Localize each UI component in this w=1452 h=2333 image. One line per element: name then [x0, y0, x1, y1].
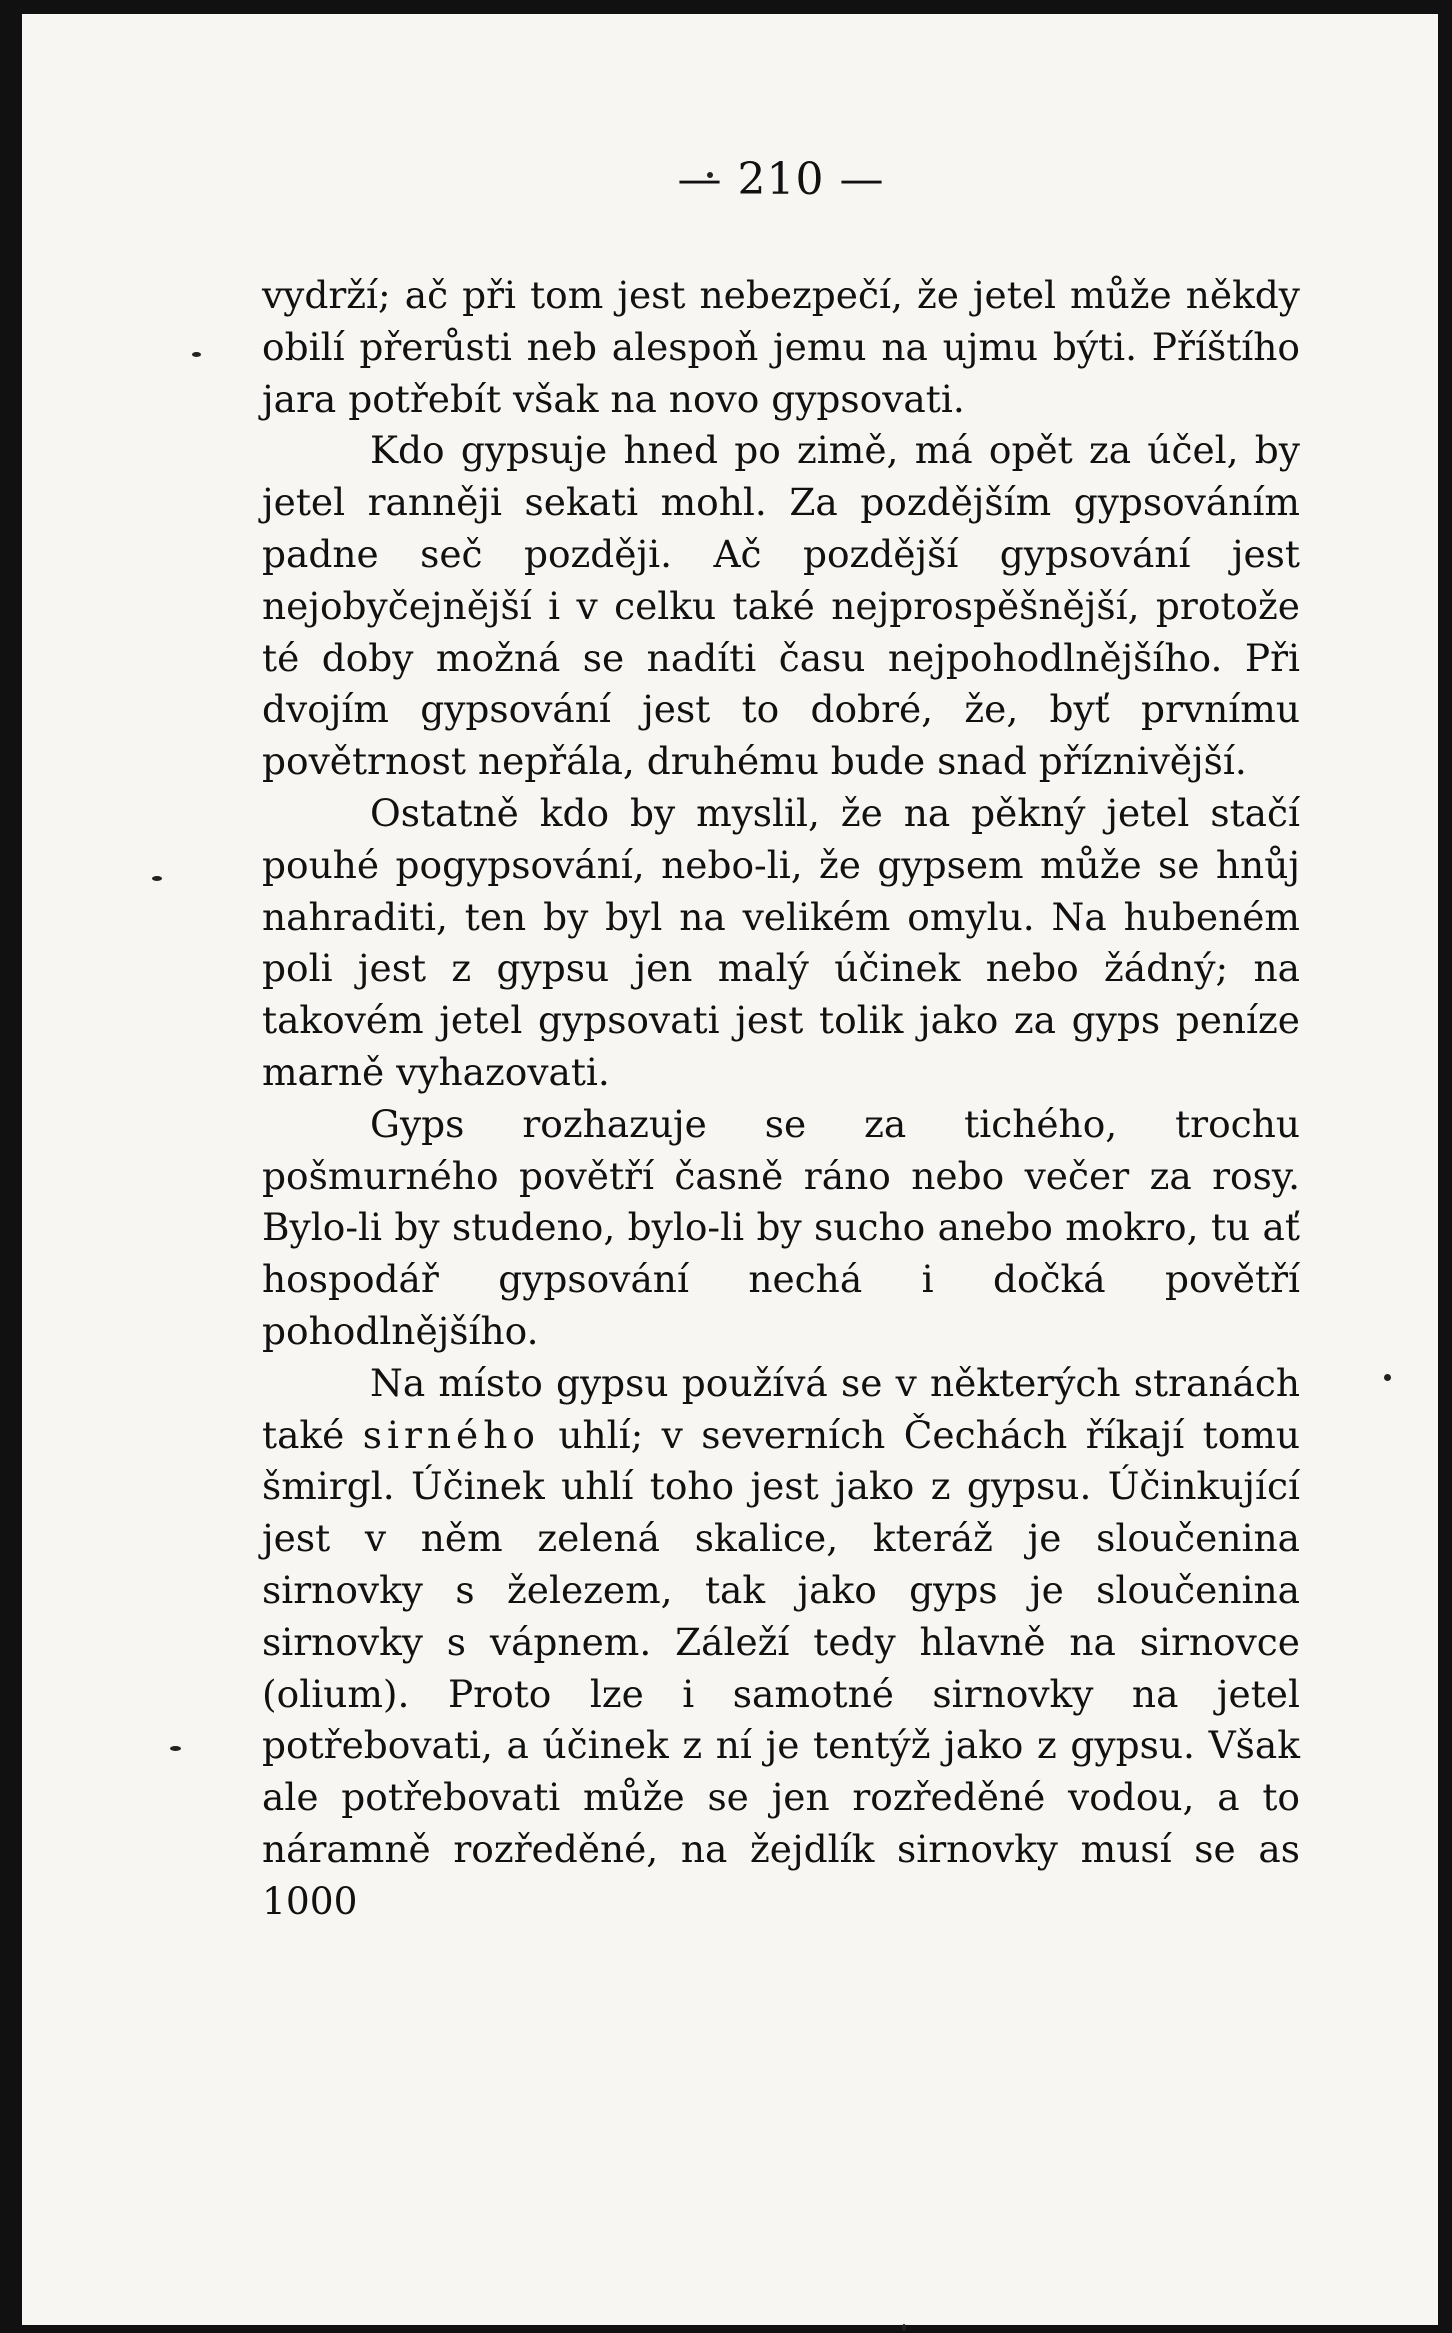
paragraph-3: Ostatně kdo by myslil, že na pěkný jetel stačí pouhé pogypsování, nebo-li, že gypsem může se hnůj nahraditi, ten by byl na velikém omylu. Na hubeném poli jest z gypsu jen malý účinek nebo žádný; na takovém jetel gypsovati jest tolik jako za gyps peníze marně vyhazovati.	[262, 790, 1300, 1094]
emphasized-term: sirného	[362, 1412, 540, 1457]
print-speck	[902, 2324, 906, 2331]
paragraph-2: Kdo gypsuje hned po zimě, má opět za účel, by jetel ranněji sekati mohl. Za pozdějším gypsováním padne seč později. Ač pozdější gypsování jest nejobyčejnější i v celku také nejprospěšnější, protože té doby možná se nadíti času nejpohodlnějšího. Při dvojím gypsování jest to dobré, že, byť prvnímu povětrnost nepřála, druhému bude snad příznivější.	[262, 428, 1300, 784]
book-page	[262, 150, 1300, 1928]
body-text	[262, 270, 1300, 1928]
paragraph-1: vydrží; ač při tom jest nebezpečí, že jetel může někdy obilí přerůsti neb alespoň jemu na ujmu býti. Příštího jara potřebít však na novo gypsovati.	[262, 273, 1300, 421]
paragraph-5-start: Na místo gypsu používá se v některých stranách také	[262, 1360, 1300, 1457]
print-speck	[1384, 1374, 1391, 1381]
print-speck	[170, 1746, 181, 1751]
print-speck	[192, 352, 201, 357]
paragraph-5	[262, 1358, 1300, 1928]
paragraph-4: Gyps rozhazuje se za tichého, trochu pošmurného povětří časně ráno nebo večer za rosy. Bylo-li by studeno, bylo-li by sucho anebo mokro, tu ať hospodář gypsování nechá i dočká povětří pohodlnějšího.	[262, 1101, 1300, 1353]
page-number: — 210 —	[677, 154, 885, 205]
paragraph-5-rest: uhlí; v severních Čechách říkají tomu šmirgl. Účinek uhlí toho jest jako z gypsu. Účinkující jest v něm zelená skalice, kteráž je sloučenina sirnovky s železem, tak jako gyps je sloučenina sirnovky s vápnem. Záleží tedy hlavně na sirnovce (olium). Proto lze i samotné sirnovky na jetel potřebovati, a účinek z ní je tentýž jako z gypsu. Však ale potřebovati může se jen rozředěné vodou, a to náramně rozředěné, na žejdlík sirnovky musí se as 1000	[262, 1412, 1300, 1923]
print-speck	[152, 876, 162, 881]
